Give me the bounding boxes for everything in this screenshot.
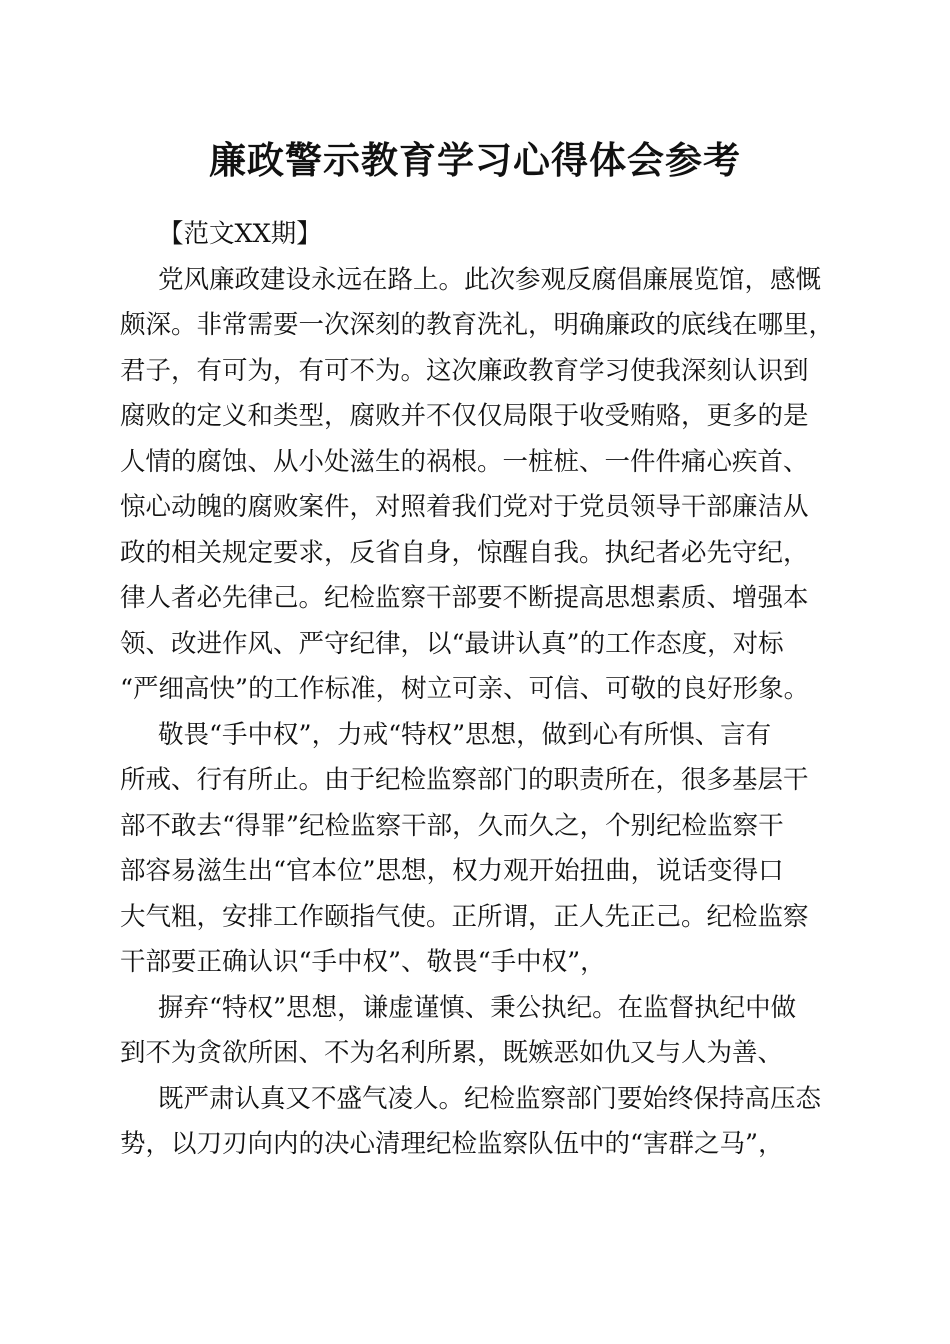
text-line: 人情的腐蚀、从小处滋生的祸根。一桩桩、一件件痛心疾首、 <box>120 446 809 477</box>
text-line: 势，以刀刃向内的决心清理纪检监察队伍中的“害群之马”， <box>120 1129 784 1159</box>
text-line: 既严肃认真又不盛气凌人。纪检监察部门要始终保持高压态 <box>158 1083 822 1114</box>
text-line: 所戒、行有所止。由于纪检监察部门的职责所在，很多基层干 <box>120 765 809 795</box>
text-line: 颇深。非常需要一次深刻的教育洗礼，明确廉政的底线在哪里， <box>120 310 835 340</box>
text-line: 惊心动魄的腐败案件，对照着我们党对于党员领导干部廉洁从 <box>120 492 809 522</box>
text-line: 敬畏“手中权”，力戒“特权”思想，做到心有所惧、言有 <box>158 719 772 750</box>
text-line: 党风廉政建设永远在路上。此次参观反腐倡廉展览馆，感慨 <box>158 264 822 295</box>
text-line: “严细高快”的工作标准，树立可亲、可信、可敬的良好形象。 <box>120 674 810 704</box>
text-line: 腐败的定义和类型，腐败并不仅仅局限于收受贿赂，更多的是 <box>120 401 809 431</box>
document-title: 廉政警示教育学习心得体会参考 <box>209 138 741 182</box>
text-line: 大气粗，安排工作颐指气使。正所谓，正人先正己。纪检监察 <box>120 901 809 932</box>
text-line: 部不敢去“得罪”纪检监察干部，久而久之，个别纪检监察干 <box>120 810 784 841</box>
document-body <box>120 212 835 1168</box>
text-line: 领、改进作风、严守纪律，以“最讲认真”的工作态度，对标 <box>120 628 784 659</box>
text-line: 部容易滋生出“官本位”思想，权力观开始扭曲，说话变得口 <box>120 856 784 886</box>
text-line: 律人者必先律己。纪检监察干部要不断提高思想素质、增强本 <box>120 583 809 613</box>
issue-tag: 【范文XX期】 <box>158 219 322 249</box>
text-line: 君子，有可为，有可不为。这次廉政教育学习使我深刻认识到 <box>120 355 809 386</box>
text-line: 到不为贪欲所困、不为名利所累，既嫉恶如仇又与人为善、 <box>120 1038 784 1068</box>
text-line: 摒弃“特权”思想，谦虚谨慎、秉公执纪。在监督执纪中做 <box>158 992 797 1023</box>
text-line: 干部要正确认识“手中权”、敬畏“手中权”， <box>120 947 606 977</box>
text-line: 政的相关规定要求，反省自身，惊醒自我。执纪者必先守纪， <box>120 537 809 568</box>
